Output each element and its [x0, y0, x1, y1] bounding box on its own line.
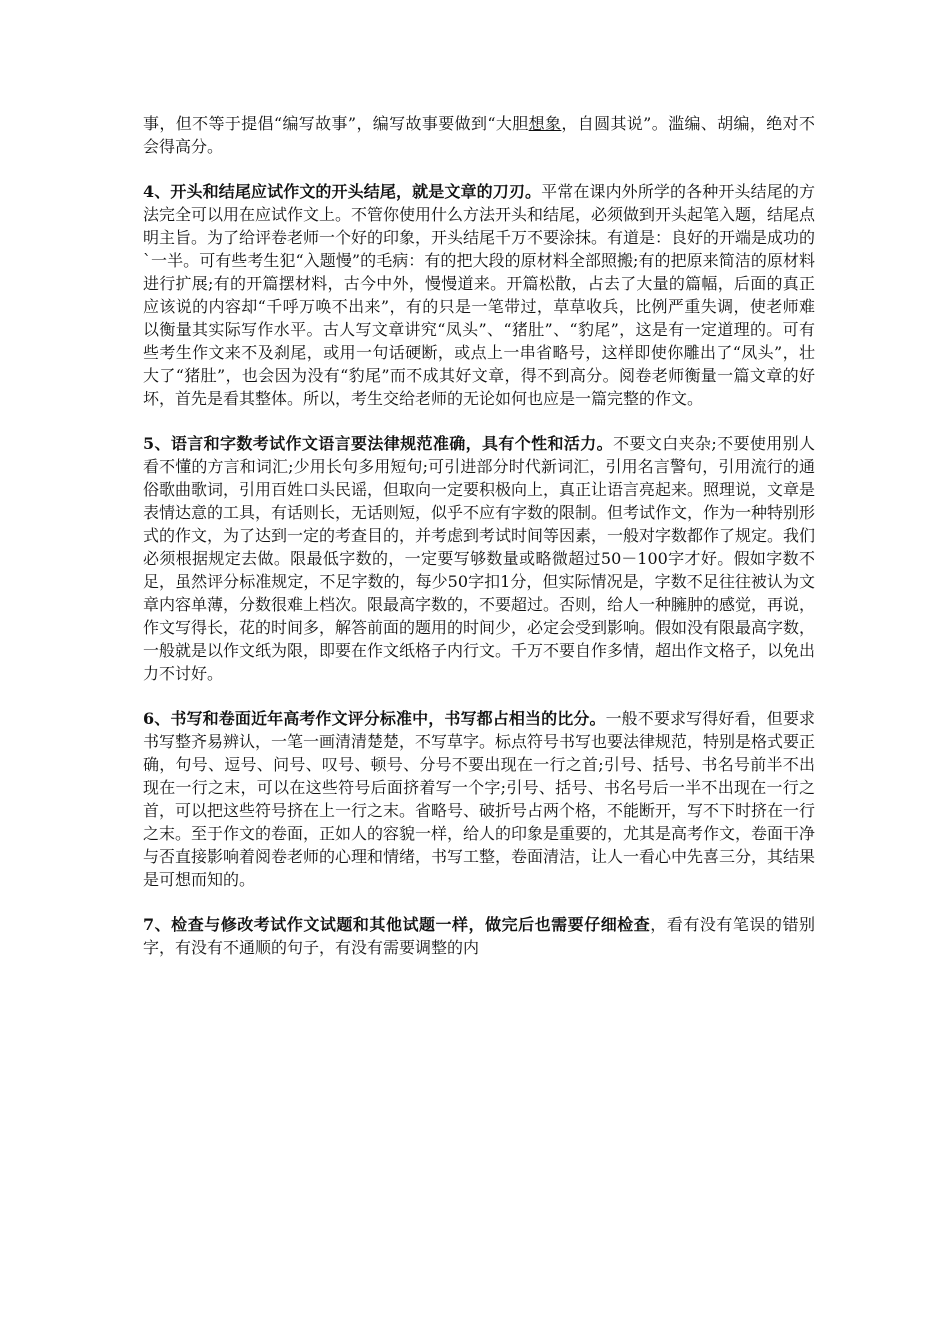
section-7-paragraph [143, 913, 815, 959]
section-5-heading: 5、语言和字数考试作文语言要法律规范准确，具有个性和活力。 [143, 434, 614, 453]
section-7-heading: 7、检查与修改考试作文试题和其他试题一样，做完后也需要仔细检查 [143, 915, 651, 934]
section-6-body: 一般不要求写得好看，但要求书写整齐易辨认，一笔一画清清楚楚，不写草字。标点符号书写也要法律规范，特别是格式要正确，句号、逗号、问号、叹号、顿号、分号不要出现在一行之首;引号、括号、书名号前半不出现在一行之末，可以在这些符号后面挤着写一个字;引号、括号、书名号后一半不出现在一行之首，可以把这些符号挤在上一行之末。省略号、破折号占两个格，不能断开，写不下时挤在一行之末。至于作文的卷面，正如人的容貌一样，给人的印象是重要的，尤其是高考作文，卷面干净与否直接影响着阅卷老师的心理和情绪，书写工整，卷面清洁，让人一看心中先喜三分，其结果是可想而知的。 [143, 709, 816, 889]
section-7-body: ，看有没有笔误的错别字，有没有不通顺的句子，有没有需要调整的内 [143, 915, 815, 957]
section-4-body: 平常在课内外所学的各种开头结尾的方法完全可以用在应试作文上。不管你使用什么方法开头和结尾，必须做到开头起笔入题，结尾点明主旨。为了给评卷老师一个好的印象，开头结尾千万不要涂抹。有道是：良好的开端是成功的`一半。可有些考生犯“入题慢”的毛病：有的把大段的原材料全部照搬;有的把原来简洁的原材料进行扩展;有的开篇摆材料，古今中外，慢慢道来。开篇松散，占去了大量的篇幅，后面的真正应该说的内容却“千呼万唤不出来”，有的只是一笔带过，草草收兵，比例严重失调，使老师难以衡量其实际写作水平。古人写文章讲究“凤头”、“猪肚”、“豹尾”，这是有一定道理的。可有些考生作文来不及刹尾，或用一句话硬断，或点上一串省略号，这样即使你雕出了“凤头”，壮大了“猪肚”，也会因为没有“豹尾”而不成其好文章，得不到高分。阅卷老师衡量一篇文章的好坏，首先是看其整体。所以，考生交给老师的无论如何也应是一篇完整的作文。 [143, 182, 816, 408]
document-page [143, 112, 815, 981]
section-4-heading: 4、开头和结尾应试作文的开头结尾，就是文章的刀刃。 [143, 182, 542, 201]
section-6-paragraph [143, 707, 815, 891]
section-5-body: 不要文白夹杂;不要使用别人看不懂的方言和词汇;少用长句多用短句;可引进部分时代新词汇，引用名言警句，引用流行的通俗歌曲歌词，引用百姓口头民谣，但取向一定要积极向上，真正让语言亮起来。照理说，文章是表情达意的工具，有话则长，无话则短，似乎不应有字数的限制。但考试作文，作为一种特别形式的作文，为了达到一定的考查目的，并考虑到考试时间等因素，一般对字数都作了规定。我们必须根据规定去做。限最低字数的，一定要写够数量或略微超过50－100字才好。假如字数不足，虽然评分标准规定，不足字数的，每少50字扣1分，但实际情况是，字数不足往往被认为文章内容单薄，分数很难上档次。限最高字数的，不要超过。否则，给人一种臃肿的感觉，再说，作文写得长，花的时间多，解答前面的题用的时间少，必定会受到影响。假如没有限最高字数，一般就是以作文纸为限，即要在作文纸格子内行文。千万不要自作多情，超出作文格子，以免出力不讨好。 [143, 434, 816, 683]
section-4-paragraph [143, 180, 815, 410]
section-5-paragraph [143, 432, 815, 685]
intro-paragraph [143, 112, 815, 158]
intro-text-part1: 事，但不等于提倡“编写故事”，编写故事要做到“大胆 [143, 114, 529, 133]
section-6-heading: 6、书写和卷面近年高考作文评分标准中，书写都占相当的比分。 [143, 709, 606, 728]
intro-underlined-word: 想象 [528, 114, 562, 133]
intro-text-part2: ，自圆其说”。滥编、胡编，绝对不会得高分。 [143, 114, 815, 156]
